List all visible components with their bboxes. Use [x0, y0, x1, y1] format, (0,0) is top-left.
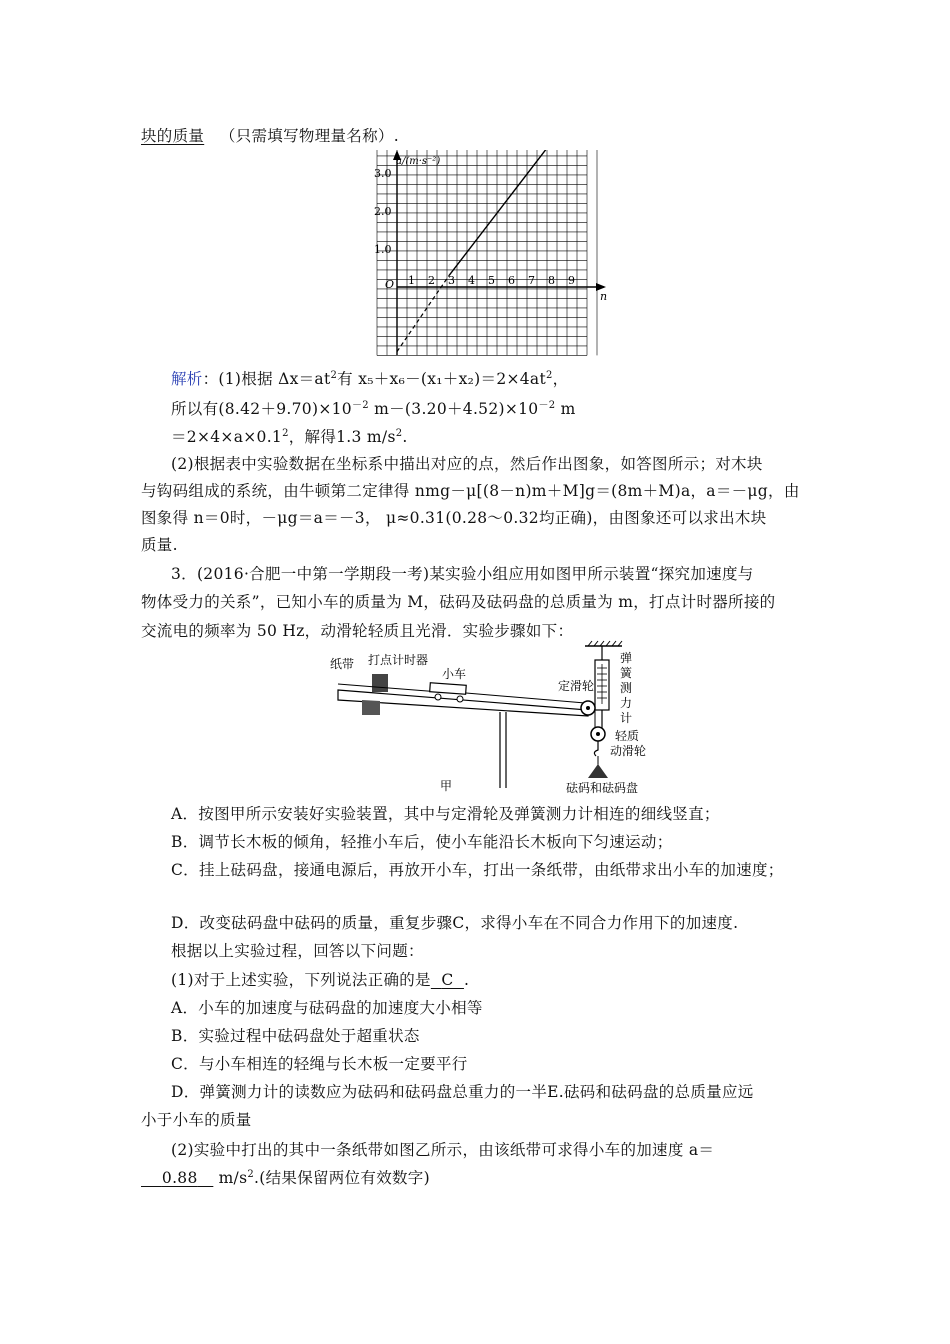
- y-tick-label: 3.0: [374, 167, 392, 180]
- cart-wheel-2: [457, 696, 463, 702]
- top-line: [141, 124, 399, 146]
- cart-wheel-1: [435, 694, 441, 700]
- sol-l1c: ，: [552, 370, 569, 388]
- q3-line-3: 交流电的频率为 50 Hz，动滑轮轻质且光滑．实验步骤如下：: [141, 622, 574, 640]
- graph-grid: [377, 150, 597, 355]
- sup-3: －2: [351, 400, 369, 411]
- fixed-pulley-axle: [586, 706, 590, 710]
- sol-l2a: 所以有(8.42＋9.70)×10: [171, 400, 352, 419]
- x-tick-label: 4: [468, 274, 475, 287]
- step-d: D．改变砝码盘中砝码的质量，重复步骤C，求得小车在不同合力作用下的加速度.: [171, 914, 739, 932]
- x-tick-label: 3: [448, 274, 455, 287]
- solution-p2-line-1: (2)根据表中实验数据在坐标系中描出对应的点，然后作出图象，如答图所示；对木块: [171, 455, 763, 473]
- step-c: C．挂上砝码盘，接通电源后，再放开小车，打出一条纸带，由纸带求出小车的加速度；: [171, 861, 784, 879]
- sup-5: 2: [282, 427, 289, 439]
- option-a: A．小车的加速度与砝码盘的加速度大小相等: [171, 999, 483, 1017]
- solution-line-1: [171, 367, 568, 389]
- solution-line-3: [171, 425, 408, 447]
- x-tick-label: 6: [508, 274, 515, 287]
- sol-l1a: ：(1)根据 Δx＝at: [202, 370, 331, 388]
- top-note: （只需填写物理量名称）.: [219, 127, 399, 145]
- apparatus-figure: [330, 640, 660, 795]
- q1-end: .: [463, 971, 470, 989]
- q2-answer-line: [141, 1166, 430, 1188]
- label-fixed-pulley: 定滑轮: [558, 679, 595, 693]
- x-tick-label: 7: [528, 274, 535, 287]
- y-tick-label: 1.0: [374, 243, 392, 256]
- q1-answer-value: C: [441, 971, 454, 989]
- label-scale-3: 测: [620, 681, 633, 695]
- sol-l3c: .: [402, 428, 408, 446]
- label-weights: 砝码和砝码盘: [566, 781, 639, 795]
- x-tick-label: 9: [568, 274, 575, 287]
- sol-l3b: ，解得1.3 m/s: [288, 428, 396, 446]
- y-axis-label: a/(m·s⁻²): [396, 156, 441, 167]
- x-tick-label: 5: [488, 274, 495, 287]
- q1-text: (1)对于上述实验，下列说法正确的是: [171, 971, 431, 989]
- solution-p2-line-4: 质量.: [141, 536, 178, 554]
- option-d-continued: 小于小车的质量: [141, 1111, 252, 1129]
- label-scale-5: 计: [620, 711, 633, 725]
- sup-6: 2: [395, 427, 403, 439]
- solution-line-2: [171, 396, 576, 419]
- solution-label: 解析: [171, 370, 203, 388]
- option-b: B．实验过程中砝码盘处于超重状态: [171, 1027, 420, 1045]
- x-tick-label: 1: [408, 274, 415, 287]
- option-c: C．与小车相连的轻绳与长木板一定要平行: [171, 1055, 468, 1073]
- sol-l1b: 有 x₅＋x₆－(x₁＋x₂)＝2×4at: [337, 370, 546, 388]
- board-support: [362, 700, 380, 715]
- solution-p2-line-3: 图象得 n＝0时，－μg＝a＝－3， μ≈0.31(0.28～0.32均正确)，由图象还可以求出木块: [141, 509, 767, 527]
- label-scale-2: 簧: [620, 666, 633, 680]
- solution-p2-line-2: 与钩码组成的系统，由牛顿第二定律得 nmg－μ[(8－n)m＋M]g＝(8m＋M)a，a＝－μg，由: [141, 482, 800, 500]
- q1-answer: [431, 971, 464, 989]
- label-timer: 打点计时器: [368, 653, 429, 667]
- sol-l3a: ＝2×4×a×0.1: [171, 428, 283, 446]
- step-a: A．按图甲所示安装好实验装置，其中与定滑轮及弹簧测力计相连的细线竖直；: [171, 805, 720, 823]
- y-tick-label: 2.0: [374, 205, 392, 218]
- q2-exp: 2: [247, 1168, 255, 1180]
- x-tick-label: 8: [548, 274, 555, 287]
- acceleration-graph: [352, 150, 612, 360]
- label-scale-1: 弹: [620, 651, 633, 665]
- movable-pulley-axle: [596, 732, 600, 736]
- q2-answer: [141, 1169, 213, 1187]
- answer-blank: 块的质量: [141, 127, 205, 145]
- q2-note: .(结果保留两位有效数字): [254, 1169, 430, 1187]
- x-tick-label: 2: [428, 274, 435, 287]
- weight-pan: [588, 764, 608, 778]
- sup-2: 2: [546, 369, 553, 381]
- label-movable-1: 轻质: [615, 729, 640, 743]
- label-cart: 小车: [442, 667, 467, 681]
- q2-unit: m/s: [218, 1169, 248, 1187]
- step-b: B．调节长木板的倾角，轻推小车后，使小车能沿长木板向下匀速运动；: [171, 833, 673, 851]
- sup-1: 2: [330, 369, 338, 381]
- label-scale-4: 力: [620, 696, 633, 710]
- questions-intro: 根据以上实验过程，回答以下问题：: [171, 942, 424, 960]
- q3-line-2: 物体受力的关系”，已知小车的质量为 M，砝码及砝码盘的总质量为 m，打点计时器所接的: [141, 593, 776, 611]
- label-movable-2: 动滑轮: [610, 744, 647, 758]
- sup-4: －2: [538, 400, 556, 411]
- x-axis-label: n: [600, 290, 608, 303]
- figure-caption: 甲: [440, 779, 453, 793]
- q3-line-1: 3．(2016·合肥一中第一学期段一考)某实验小组应用如图甲所示装置“探究加速度与: [171, 565, 754, 583]
- sol-l2c: m: [555, 400, 576, 419]
- hook: [594, 741, 598, 756]
- label-tape: 纸带: [330, 657, 355, 671]
- option-d: D．弹簧测力计的读数应为砝码和砝码盘总重力的一半E.砝码和砝码盘的总质量应远: [171, 1083, 754, 1101]
- timer-block: [372, 674, 388, 692]
- sol-l2b: m－(3.20＋4.52)×10: [368, 400, 539, 419]
- q2-answer-value: 0.88: [161, 1169, 198, 1187]
- q1-line: [171, 968, 469, 990]
- cart-body: [430, 683, 467, 694]
- origin-label: O: [385, 278, 395, 291]
- q2-line: (2)实验中打出的其中一条纸带如图乙所示，由该纸带可求得小车的加速度 a＝: [171, 1141, 715, 1159]
